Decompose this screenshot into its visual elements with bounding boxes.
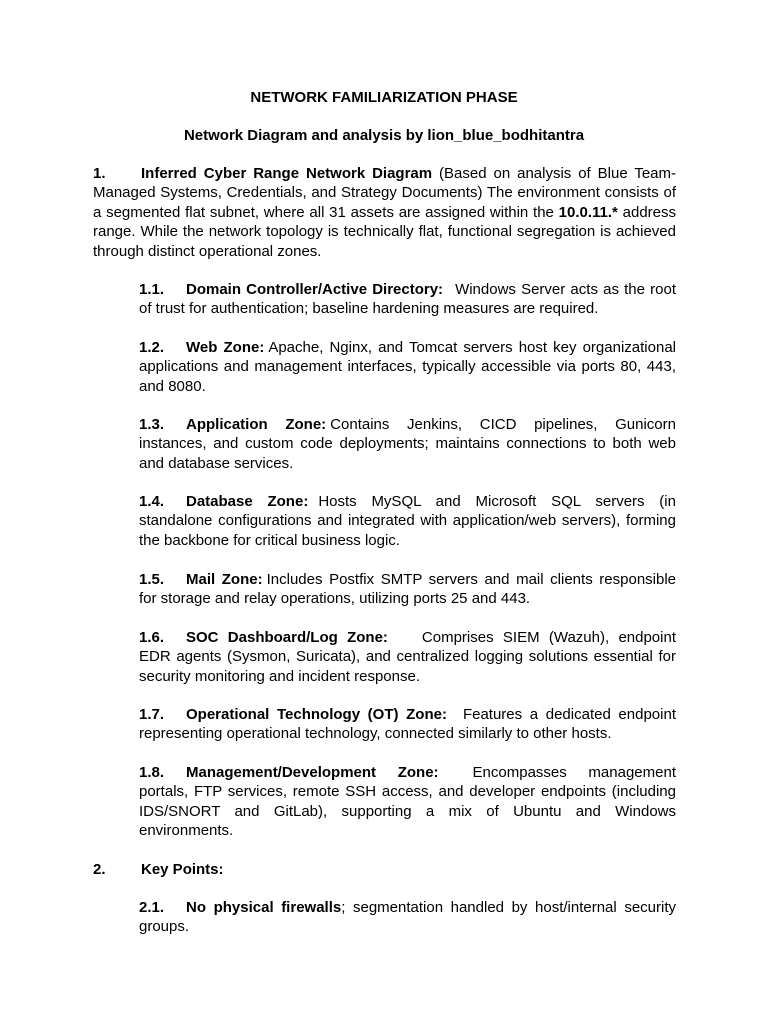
zone-text: Includes Postfix SMTP servers and mail clients responsible for storage and relay operations, utilizing ports 25 and 443. [139,571,677,608]
zone-item [139,570,676,609]
key-point-text: ; segmentation handled by host/internal security groups. [139,899,676,936]
section-2-heading-line [93,860,676,879]
zone-number: 1.7. [139,706,165,723]
section-1-heading: Inferred Cyber Range Network Diagram [141,165,433,182]
zone-number: 1.1. [139,281,165,298]
section-2-number: 2. [93,861,106,878]
zone-item [139,628,676,686]
zone-heading: Web Zone: [186,339,265,356]
zone-heading: SOC Dashboard/Log Zone: [186,629,388,646]
zone-item [139,492,676,550]
document-title: NETWORK FAMILIARIZATION PHASE [250,89,518,106]
key-point-number: 2.1. [139,899,165,916]
zone-item [139,763,676,841]
zone-heading: Application Zone: [186,416,327,433]
zone-heading: Management/Development Zone: [186,764,439,781]
zone-text: Hosts MySQL and Microsoft SQL servers (in standalone configurations and integrated with application/web servers), forming the backbone for critical business logic. [139,493,676,549]
section-1-paragraph [93,164,676,261]
zone-item [139,280,676,319]
key-point-item [139,898,676,937]
zone-text: Encompasses management portals, FTP services, remote SSH access, and developer endpoints (including IDS/SNORT and GitLab), supporting a mix of Ubuntu and Windows environments. [139,764,676,840]
zone-item [139,415,676,473]
key-point-heading: No physical firewalls [186,899,342,916]
zone-text: Comprises SIEM (Wazuh), endpoint EDR agents (Sysmon, Suricata), and centralized logging solutions essential for security monitoring and incident response. [139,629,676,685]
section-1-text-b: address range. While the network topology is technically flat, functional segregation is achieved through distinct operational zones. [93,203,676,260]
zone-number: 1.3. [139,416,165,433]
section-1-number: 1. [93,165,106,182]
section-2-heading: Key Points: [141,861,224,878]
zone-text: Apache, Nginx, and Tomcat servers host key organizational applications and management interfaces, typically accessible via ports 80, 443, and 8080. [139,339,676,395]
section-1-address: 10.0.11.* [558,203,618,221]
zone-text: Contains Jenkins, CICD pipelines, Gunicorn instances, and custom code deployments; maintains connections to both web and database services. [139,416,676,472]
zone-number: 1.4. [139,493,165,510]
zone-number: 1.8. [139,764,165,781]
zone-number: 1.5. [139,571,165,588]
zone-heading: Operational Technology (OT) Zone: [186,706,447,723]
zone-text: Features a dedicated endpoint representing operational technology, connected similarly to other hosts. [139,706,676,743]
zone-heading: Mail Zone: [186,571,263,588]
zone-item [139,705,676,744]
zone-number: 1.2. [139,339,165,356]
zone-heading: Database Zone: [186,493,309,510]
zone-heading: Domain Controller/Active Directory: [186,281,444,298]
zone-text: Windows Server acts as the root of trust for authentication; baseline hardening measures are required. [139,281,676,318]
zone-number: 1.6. [139,629,165,646]
section-1-text-a: (Based on analysis of Blue Team-Managed Systems, Credentials, and Strategy Documents) The environment consists of a segmented flat subnet, where all 31 assets are assigned within the [93,165,676,221]
document-subtitle: Network Diagram and analysis by lion_blue_bodhitantra [183,127,585,144]
zone-item [139,338,676,396]
